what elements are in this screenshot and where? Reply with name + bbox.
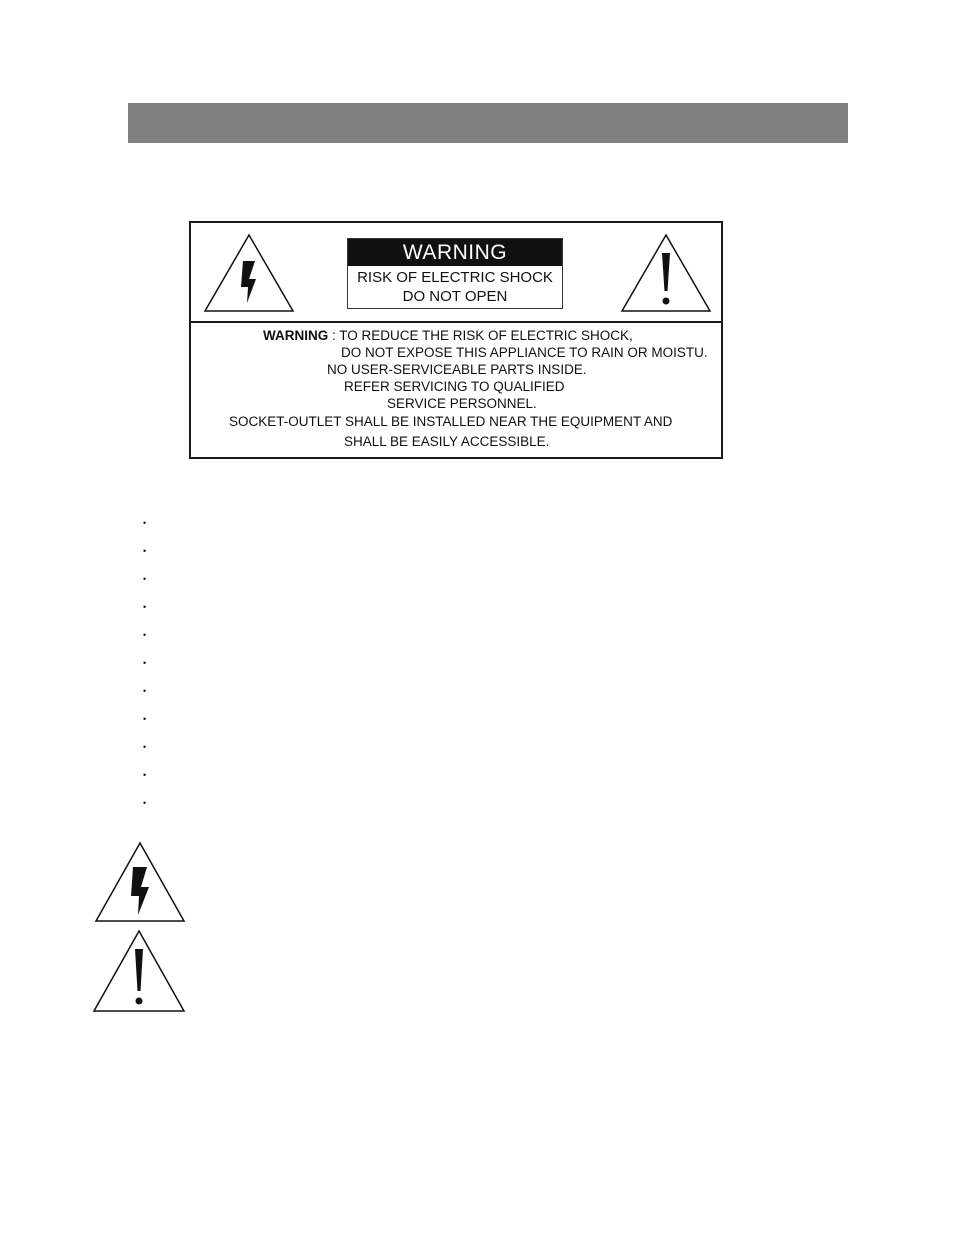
- bullet-marker: •: [143, 686, 147, 696]
- exclamation-warning-icon: [620, 233, 712, 313]
- warning-label-top: [191, 223, 721, 323]
- bullet-marker: •: [143, 658, 147, 668]
- warning-line-1-rest: : TO REDUCE THE RISK OF ELECTRIC SHOCK,: [328, 328, 633, 343]
- lightning-warning-icon: [203, 233, 295, 313]
- bullet-marker: •: [143, 798, 147, 808]
- exclamation-warning-icon: [92, 929, 186, 1013]
- bullet-marker: •: [143, 770, 147, 780]
- bullet-marker: •: [143, 546, 147, 556]
- bullet-marker: •: [143, 518, 147, 528]
- bullet-marker: •: [143, 714, 147, 724]
- bullet-marker: •: [143, 574, 147, 584]
- risk-of-shock-text: RISK OF ELECTRIC SHOCK: [357, 269, 553, 286]
- warning-line-2: DO NOT EXPOSE THIS APPLIANCE TO RAIN OR MOISTU.: [341, 345, 708, 360]
- do-not-open-text: DO NOT OPEN: [402, 288, 508, 305]
- warning-line-7: SHALL BE EASILY ACCESSIBLE.: [344, 434, 550, 449]
- bullet-marker: •: [143, 630, 147, 640]
- warning-line-5: SERVICE PERSONNEL.: [387, 396, 537, 411]
- bullet-marker: •: [143, 742, 147, 752]
- warning-line-3: NO USER-SERVICEABLE PARTS INSIDE.: [327, 362, 587, 377]
- warning-label: [189, 221, 723, 459]
- warning-center-box: [347, 238, 563, 309]
- warning-line-4: REFER SERVICING TO QUALIFIED: [344, 379, 565, 394]
- warning-line-6: SOCKET-OUTLET SHALL BE INSTALLED NEAR THE EQUIPMENT AND: [229, 414, 673, 429]
- warning-word: WARNING: [263, 328, 329, 343]
- warning-label-body: [191, 323, 721, 457]
- bullet-marker: •: [143, 602, 147, 612]
- section-header-bar: [128, 103, 848, 143]
- warning-line-1: [263, 328, 633, 344]
- lightning-warning-icon: [94, 841, 186, 923]
- warning-title: WARNING: [348, 239, 562, 266]
